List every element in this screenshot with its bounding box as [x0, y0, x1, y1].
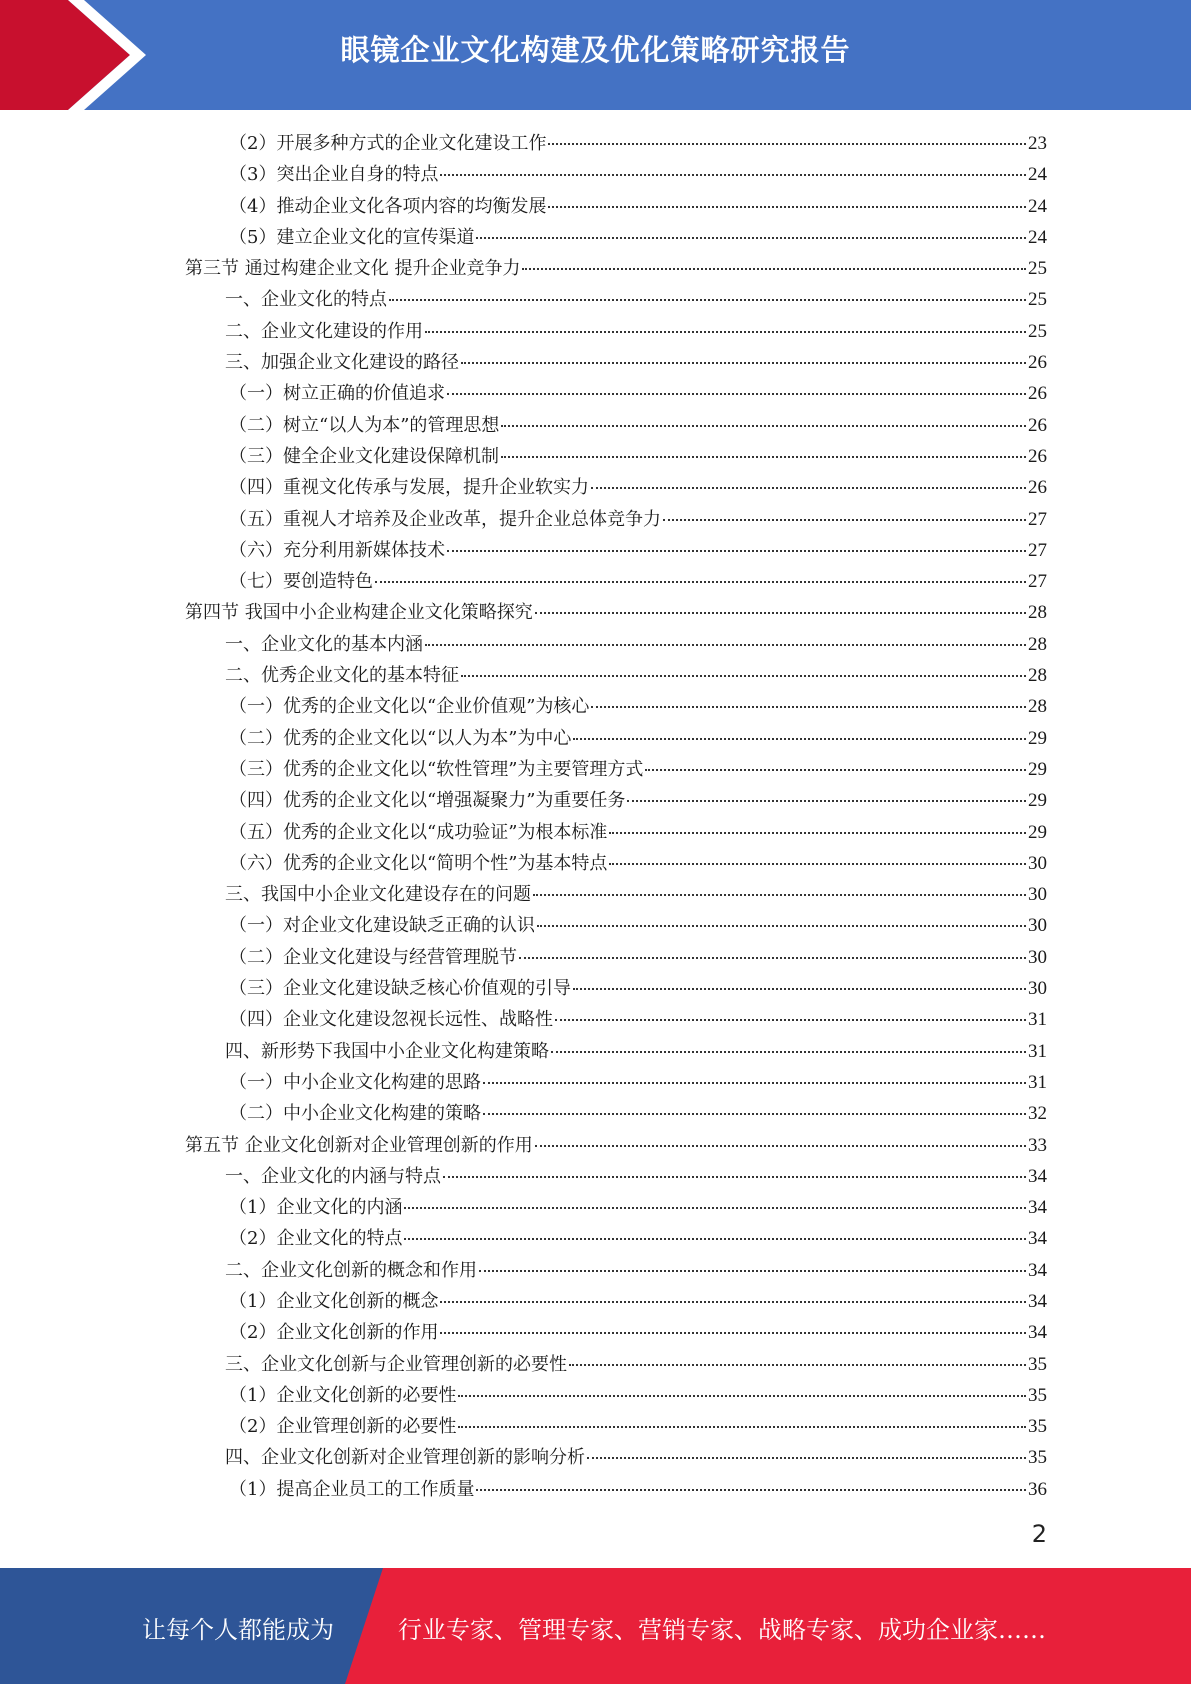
toc-entry-page: 34 [1028, 1290, 1047, 1312]
toc-dot-leader [440, 173, 1026, 176]
toc-entry-page: 29 [1028, 790, 1047, 812]
toc-entry-page: 30 [1028, 915, 1047, 937]
toc-entry-label: 第五节 企业文化创新对企业管理创新的作用 [185, 1134, 533, 1156]
toc-entry[interactable] [185, 1380, 1047, 1411]
toc-entry-page: 30 [1028, 852, 1047, 874]
toc-entry-label: 一、企业文化的特点 [225, 289, 387, 311]
toc-dot-leader [447, 392, 1026, 395]
toc-dot-leader [569, 1363, 1026, 1366]
toc-entry-page: 28 [1028, 633, 1047, 655]
toc-entry[interactable] [185, 942, 1047, 973]
toc-dot-leader [627, 799, 1026, 802]
toc-dot-leader [519, 956, 1026, 959]
toc-entry-label: （2）企业管理创新的必要性 [229, 1416, 457, 1438]
toc-entry-label: 二、优秀企业文化的基本特征 [225, 665, 459, 687]
toc-entry-page: 34 [1028, 1259, 1047, 1281]
toc-entry-page: 31 [1028, 1071, 1047, 1093]
toc-entry[interactable] [185, 159, 1047, 190]
toc-entry[interactable] [185, 1098, 1047, 1129]
toc-entry-page: 27 [1028, 508, 1047, 530]
toc-entry-page: 28 [1028, 602, 1047, 624]
toc-entry[interactable] [185, 910, 1047, 941]
toc-dot-leader [375, 580, 1026, 583]
toc-entry[interactable] [185, 1286, 1047, 1317]
toc-entry-label: 二、企业文化建设的作用 [225, 320, 423, 342]
toc-entry-label: （一）优秀的企业文化以“企业价值观”为核心 [229, 696, 590, 718]
toc-entry[interactable] [185, 879, 1047, 910]
toc-entry-page: 29 [1028, 758, 1047, 780]
toc-entry-label: （五）重视人才培养及企业改革，提升企业总体竞争力 [229, 508, 661, 530]
toc-entry-label: （三）企业文化建设缺乏核心价值观的引导 [229, 978, 571, 1000]
toc-entry[interactable] [185, 472, 1047, 503]
toc-dot-leader [548, 205, 1026, 208]
toc-dot-leader [645, 768, 1026, 771]
toc-entry-label: （一）中小企业文化构建的思路 [229, 1071, 481, 1093]
toc-entry[interactable] [185, 128, 1047, 159]
page-number: 2 [1031, 1520, 1047, 1548]
toc-entry-page: 34 [1028, 1322, 1047, 1344]
toc-dot-leader [537, 924, 1026, 927]
toc-entry[interactable] [185, 660, 1047, 691]
toc-entry-label: （二）企业文化建设与经营管理脱节 [229, 946, 517, 968]
toc-dot-leader [522, 267, 1026, 270]
toc-entry-label: （4）推动企业文化各项内容的均衡发展 [229, 195, 547, 217]
toc-dot-leader [609, 831, 1026, 834]
toc-entry-label: （1）企业文化的内涵 [229, 1197, 403, 1219]
toc-entry[interactable] [185, 1223, 1047, 1254]
toc-entry[interactable] [185, 629, 1047, 660]
toc-dot-leader [609, 862, 1026, 865]
toc-entry[interactable] [185, 754, 1047, 785]
toc-dot-leader [587, 1456, 1026, 1459]
toc-dot-leader [389, 298, 1026, 301]
toc-entry[interactable] [185, 1192, 1047, 1223]
toc-entry[interactable] [185, 848, 1047, 879]
toc-entry-page: 31 [1028, 1009, 1047, 1031]
toc-entry[interactable] [185, 1411, 1047, 1442]
document-title: 眼镜企业文化构建及优化策略研究报告 [340, 33, 851, 67]
toc-entry[interactable] [185, 566, 1047, 597]
toc-dot-leader [443, 1175, 1026, 1178]
toc-entry-label: （二）优秀的企业文化以“以人为本”为中心 [229, 727, 572, 749]
toc-entry-page: 29 [1028, 821, 1047, 843]
toc-entry-label: （四）优秀的企业文化以“增强凝聚力”为重要任务 [229, 790, 626, 812]
toc-entry-page: 23 [1028, 133, 1047, 154]
toc-entry-label: （2）开展多种方式的企业文化建设工作 [229, 133, 547, 154]
toc-entry[interactable] [185, 723, 1047, 754]
toc-dot-leader [483, 1112, 1026, 1115]
toc-entry-page: 30 [1028, 946, 1047, 968]
toc-entry-page: 26 [1028, 383, 1047, 405]
toc-entry-label: 三、企业文化创新与企业管理创新的必要性 [225, 1353, 567, 1375]
toc-entry[interactable] [185, 1349, 1047, 1380]
footer-slogan-right: 行业专家、管理专家、营销专家、战略专家、成功企业家…… [398, 1616, 1046, 1644]
toc-entry-label: 三、加强企业文化建设的路径 [225, 352, 459, 374]
toc-entry[interactable] [185, 597, 1047, 628]
toc-entry-label: 第四节 我国中小企业构建企业文化策略探究 [185, 602, 533, 624]
toc-entry-label: （六）优秀的企业文化以“简明个性”为基本特点 [229, 852, 608, 874]
toc-entry-page: 34 [1028, 1165, 1047, 1187]
toc-dot-leader [663, 518, 1026, 521]
toc-entry-page: 35 [1028, 1447, 1047, 1469]
toc-dot-leader [461, 674, 1026, 677]
toc-entry-page: 28 [1028, 665, 1047, 687]
toc-entry-label: 第三节 通过构建企业文化 提升企业竞争力 [185, 258, 521, 280]
toc-entry[interactable] [185, 222, 1047, 253]
toc-entry-label: （二）树立“以人为本”的管理思想 [229, 414, 500, 436]
toc-entry[interactable] [185, 504, 1047, 535]
toc-entry[interactable] [185, 191, 1047, 222]
toc-dot-leader [591, 486, 1026, 489]
toc-entry-page: 30 [1028, 978, 1047, 1000]
toc-entry-page: 31 [1028, 1040, 1047, 1062]
table-of-contents [185, 128, 1047, 1505]
toc-dot-leader [533, 893, 1026, 896]
toc-dot-leader [440, 1331, 1026, 1334]
toc-entry-label: （五）优秀的企业文化以“成功验证”为根本标准 [229, 821, 608, 843]
toc-dot-leader [501, 455, 1026, 458]
toc-entry[interactable] [185, 691, 1047, 722]
toc-entry[interactable] [185, 1317, 1047, 1348]
toc-entry[interactable] [185, 1474, 1047, 1505]
toc-entry-page: 32 [1028, 1103, 1047, 1125]
toc-dot-leader [501, 424, 1026, 427]
toc-entry[interactable] [185, 284, 1047, 315]
toc-dot-leader [535, 611, 1026, 614]
toc-entry-page: 25 [1028, 289, 1047, 311]
toc-entry-page: 33 [1028, 1134, 1047, 1156]
toc-entry-label: （三）优秀的企业文化以“软性管理”为主要管理方式 [229, 758, 644, 780]
toc-dot-leader [440, 1300, 1026, 1303]
toc-entry-page: 27 [1028, 539, 1047, 561]
toc-dot-leader [555, 1018, 1026, 1021]
toc-dot-leader [425, 643, 1026, 646]
toc-dot-leader [535, 1144, 1026, 1147]
toc-entry-label: （七）要创造特色 [229, 571, 373, 593]
toc-entry[interactable] [185, 1004, 1047, 1035]
page-footer [0, 1568, 1191, 1684]
toc-dot-leader [425, 330, 1026, 333]
toc-dot-leader [591, 705, 1026, 708]
toc-entry[interactable] [185, 253, 1047, 284]
toc-entry-label: 一、企业文化的基本内涵 [225, 633, 423, 655]
toc-dot-leader [573, 987, 1026, 990]
toc-dot-leader [458, 1425, 1026, 1428]
toc-entry[interactable] [185, 316, 1047, 347]
toc-entry-label: （一）对企业文化建设缺乏正确的认识 [229, 915, 535, 937]
toc-entry[interactable] [185, 1255, 1047, 1286]
toc-entry[interactable] [185, 1130, 1047, 1161]
page-header [0, 0, 1191, 110]
toc-entry-label: （1）企业文化创新的必要性 [229, 1384, 457, 1406]
toc-dot-leader [404, 1206, 1026, 1209]
toc-entry-label: （四）重视文化传承与发展，提升企业软实力 [229, 477, 589, 499]
toc-dot-leader [573, 737, 1026, 740]
toc-entry-label: 二、企业文化创新的概念和作用 [225, 1259, 477, 1281]
toc-entry[interactable] [185, 1036, 1047, 1067]
toc-entry-page: 24 [1028, 164, 1047, 186]
toc-dot-leader [476, 1488, 1026, 1491]
toc-entry-label: （5）建立企业文化的宣传渠道 [229, 226, 475, 248]
toc-entry-page: 35 [1028, 1353, 1047, 1375]
toc-entry-page: 26 [1028, 352, 1047, 374]
toc-dot-leader [483, 1081, 1026, 1084]
toc-entry-page: 27 [1028, 571, 1047, 593]
toc-entry[interactable] [185, 1442, 1047, 1473]
toc-entry-label: 三、我国中小企业文化建设存在的问题 [225, 884, 531, 906]
toc-entry[interactable] [185, 410, 1047, 441]
toc-entry[interactable] [185, 817, 1047, 848]
toc-entry[interactable] [185, 347, 1047, 378]
toc-entry-page: 30 [1028, 884, 1047, 906]
toc-entry-page: 26 [1028, 414, 1047, 436]
toc-entry-label: 一、企业文化的内涵与特点 [225, 1165, 441, 1187]
toc-entry[interactable] [185, 1067, 1047, 1098]
toc-entry-label: （2）企业文化的特点 [229, 1228, 403, 1250]
toc-entry-label: （六）充分利用新媒体技术 [229, 539, 445, 561]
toc-entry-page: 36 [1028, 1478, 1047, 1500]
toc-entry-label: （二）中小企业文化构建的策略 [229, 1103, 481, 1125]
toc-dot-leader [548, 142, 1026, 145]
toc-entry-page: 25 [1028, 320, 1047, 342]
toc-entry-label: （1）提高企业员工的工作质量 [229, 1478, 475, 1500]
toc-dot-leader [551, 1050, 1026, 1053]
toc-dot-leader [476, 236, 1026, 239]
toc-entry-page: 34 [1028, 1197, 1047, 1219]
toc-dot-leader [458, 1394, 1026, 1397]
toc-entry-page: 35 [1028, 1416, 1047, 1438]
toc-entry-label: 四、新形势下我国中小企业文化构建策略 [225, 1040, 549, 1062]
toc-entry-page: 24 [1028, 226, 1047, 248]
toc-entry[interactable] [185, 535, 1047, 566]
toc-entry-label: 四、企业文化创新对企业管理创新的影响分析 [225, 1447, 585, 1469]
toc-entry-label: （3）突出企业自身的特点 [229, 164, 439, 186]
toc-entry-page: 35 [1028, 1384, 1047, 1406]
toc-entry-label: （三）健全企业文化建设保障机制 [229, 445, 499, 467]
toc-entry-page: 25 [1028, 258, 1047, 280]
toc-entry-label: （2）企业文化创新的作用 [229, 1322, 439, 1344]
toc-entry-label: （1）企业文化创新的概念 [229, 1290, 439, 1312]
toc-entry[interactable] [185, 785, 1047, 816]
toc-entry-page: 26 [1028, 477, 1047, 499]
toc-entry-page: 26 [1028, 445, 1047, 467]
footer-slogan-left: 让每个人都能成为 [142, 1616, 334, 1644]
toc-entry-page: 28 [1028, 696, 1047, 718]
toc-entry-page: 24 [1028, 195, 1047, 217]
toc-dot-leader [404, 1237, 1026, 1240]
toc-entry-page: 29 [1028, 727, 1047, 749]
toc-entry[interactable] [185, 973, 1047, 1004]
toc-entry-label: （一）树立正确的价值追求 [229, 383, 445, 405]
toc-entry-page: 34 [1028, 1228, 1047, 1250]
toc-dot-leader [447, 549, 1026, 552]
toc-entry[interactable] [185, 441, 1047, 472]
toc-entry[interactable] [185, 378, 1047, 409]
toc-dot-leader [461, 361, 1026, 364]
toc-dot-leader [479, 1269, 1026, 1272]
toc-entry[interactable] [185, 1161, 1047, 1192]
toc-entry-label: （四）企业文化建设忽视长远性、战略性 [229, 1009, 553, 1031]
